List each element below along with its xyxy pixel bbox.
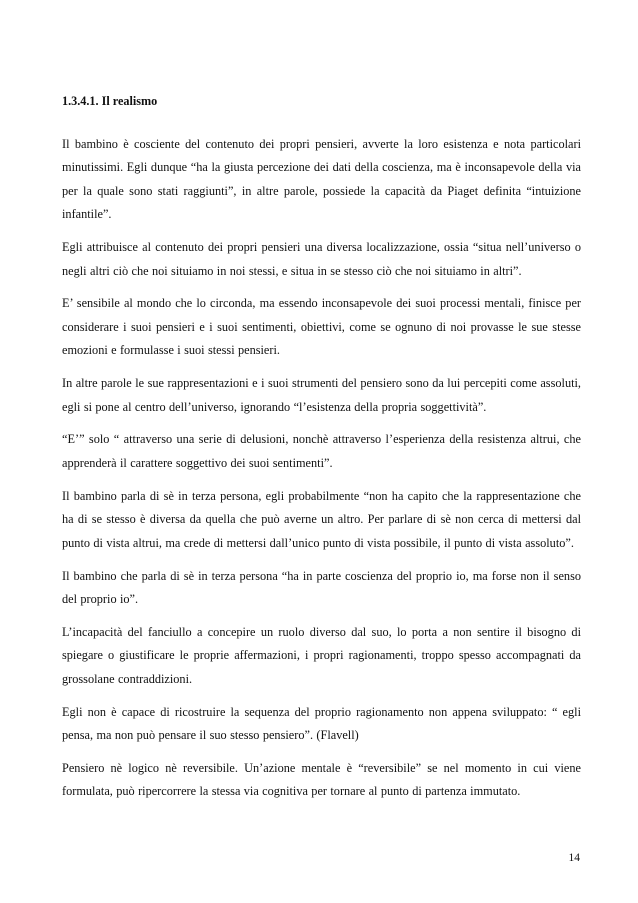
paragraph-6: Il bambino parla di sè in terza persona, egli probabilmente “non ha capito che la rappresentazione che ha di se stesso è diversa da quella che può averne un altro. Per parlare di sè non cerca di mettersi dal punto di vista altrui, ma crede di mettersi dall’unico punto di vista possibile, il punto di vista assoluto”. xyxy=(62,488,581,550)
paragraph-10: Pensiero nè logico nè reversibile. Un’azione mentale è “reversibile” se nel momento in cui viene formulata, può ripercorrere la stessa via cognitiva per tornare al punto di partenza immutato. xyxy=(62,760,581,799)
paragraph-3: E’ sensibile al mondo che lo circonda, ma essendo inconsapevole dei suoi processi mentali, finisce per considerare i suoi pensieri e i suoi sentimenti, obiettivi, come se ognuno di noi provasse le sue stesse emozioni e formulasse i suoi stessi pensieri. xyxy=(62,296,581,358)
paragraph-9: Egli non è capace di ricostruire la sequenza del proprio ragionamento non appena sviluppato: “ egli pensa, ma non può pensare il suo stesso pensiero”. (Flavell) xyxy=(62,704,581,742)
paragraph-2: Egli attribuisce al contenuto dei propri pensieri una diversa localizzazione, ossia “situa nell’universo o negli altri ciò che noi situiamo in noi stessi, e situa in se stesso ciò che noi situiamo in altri”. xyxy=(62,240,581,278)
paragraph-8: L’incapacità del fanciullo a concepire un ruolo diverso dal suo, lo porta a non sentire il bisogno di spiegare o giustificare le proprie affermazioni, i propri ragionamenti, troppo spesso accompagnati da grossolane contraddizioni. xyxy=(62,624,581,686)
page-number: 14 xyxy=(568,852,580,864)
body-text xyxy=(62,133,581,813)
paragraph-1: Il bambino è cosciente del contenuto dei propri pensieri, avverte la loro esistenza e nota particolari minutissimi. Egli dunque “ha la giusta percezione dei dati della coscienza, ma è inconsapevole della via per la quale sono stati raggiunti”, in altre parole, possiede la capacità da Piaget definita “intuizione infantile”. xyxy=(62,137,581,222)
paragraph-5: “E’” solo “ attraverso una serie di delusioni, nonchè attraverso l’esperienza della resistenza altrui, che apprenderà il carattere soggettivo dei suoi sentimenti”. xyxy=(62,432,581,470)
section-title: 1.3.4.1. Il realismo xyxy=(62,94,158,108)
paragraph-4: In altre parole le sue rappresentazioni e i suoi strumenti del pensiero sono da lui percepiti come assoluti, egli si pone al centro dell’universo, ignorando “l’esistenza della propria soggettività”. xyxy=(62,376,581,414)
paragraph-7: Il bambino che parla di sè in terza persona “ha in parte coscienza del proprio io, ma forse non il senso del proprio io”. xyxy=(62,568,581,606)
